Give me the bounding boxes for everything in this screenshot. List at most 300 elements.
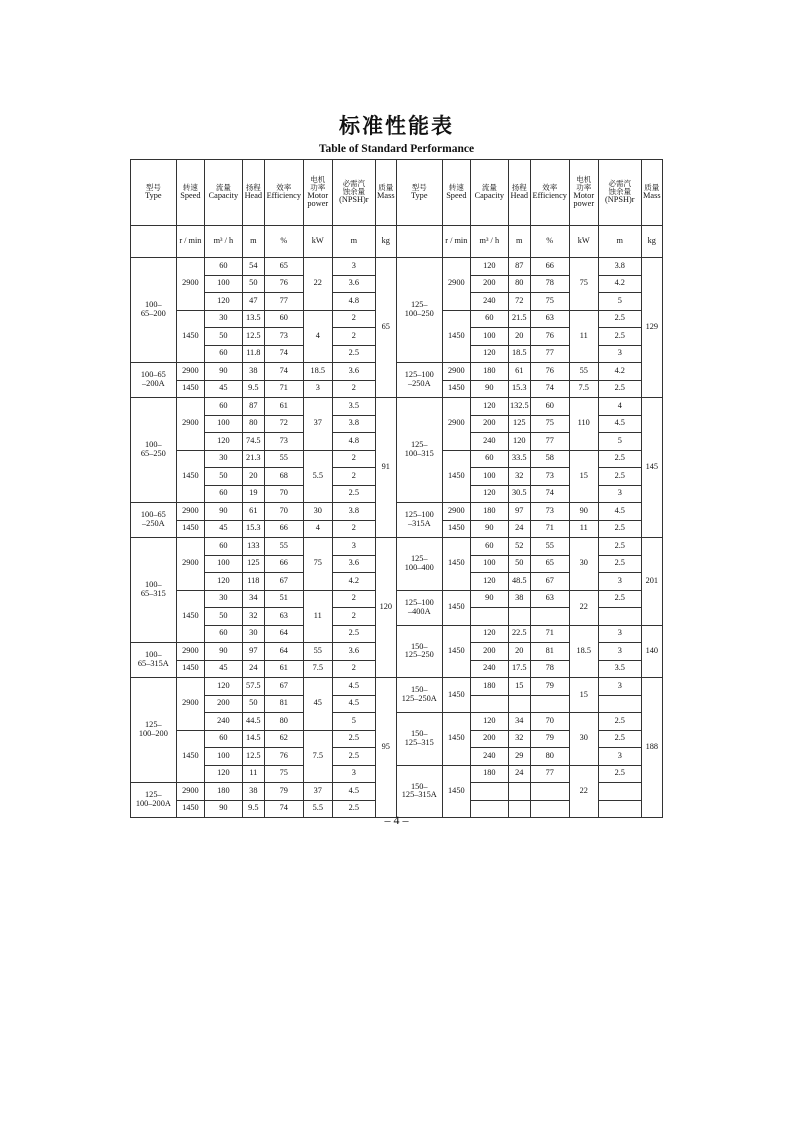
header-type: 型号 Type <box>396 160 442 226</box>
efficiency-cell: 67 <box>530 573 569 591</box>
capacity-cell: 90 <box>205 643 243 661</box>
speed-cell: 2900 <box>176 363 204 381</box>
speed-cell: 1450 <box>442 625 470 678</box>
head-cell: 38 <box>242 363 264 381</box>
header-efficiency: 效率 Efficiency <box>530 160 569 226</box>
head-cell: 48.5 <box>508 573 530 591</box>
power-cell: 15 <box>569 678 598 713</box>
power-cell: 7.5 <box>303 730 332 783</box>
capacity-cell: 120 <box>205 433 243 451</box>
speed-cell: 2900 <box>176 678 204 731</box>
unit-cell: m <box>333 226 376 258</box>
capacity-cell: 240 <box>471 293 509 311</box>
speed-cell: 1450 <box>442 678 470 713</box>
mass-cell: 65 <box>375 258 396 398</box>
head-cell: 9.5 <box>242 800 264 818</box>
efficiency-cell: 73 <box>264 328 303 346</box>
power-cell: 75 <box>303 538 332 591</box>
npsh-cell: 4.8 <box>333 433 376 451</box>
head-cell: 12.5 <box>242 748 264 766</box>
capacity-cell: 60 <box>205 398 243 416</box>
npsh-cell: 3 <box>598 345 641 363</box>
capacity-cell: 90 <box>205 503 243 521</box>
head-cell: 20 <box>508 643 530 661</box>
npsh-cell: 3.5 <box>598 660 641 678</box>
npsh-cell: 3 <box>598 625 641 643</box>
capacity-cell: 200 <box>471 730 509 748</box>
mass-cell: 120 <box>375 538 396 678</box>
npsh-cell: 2.5 <box>333 748 376 766</box>
page-subtitle: Table of Standard Performance <box>318 143 475 155</box>
npsh-cell: 2.5 <box>333 345 376 363</box>
head-cell: 54 <box>242 258 264 276</box>
capacity-cell: 60 <box>471 538 509 556</box>
head-cell: 34 <box>242 590 264 608</box>
unit-cell: m <box>508 226 530 258</box>
npsh-cell: 3.8 <box>333 415 376 433</box>
efficiency-cell: 76 <box>530 363 569 381</box>
unit-cell: m <box>598 226 641 258</box>
npsh-cell: 2 <box>333 328 376 346</box>
speed-cell: 1450 <box>442 765 470 818</box>
npsh-cell <box>598 783 641 801</box>
capacity-cell: 240 <box>471 433 509 451</box>
pump-type: 125–100 –315A <box>396 503 442 538</box>
power-cell: 15 <box>569 450 598 503</box>
power-cell: 11 <box>303 590 332 643</box>
capacity-cell: 240 <box>205 713 243 731</box>
head-cell: 50 <box>242 695 264 713</box>
efficiency-cell: 77 <box>264 293 303 311</box>
header-head: 扬程 Head <box>242 160 264 226</box>
power-cell: 30 <box>569 538 598 591</box>
efficiency-cell: 76 <box>530 328 569 346</box>
head-cell: 15.3 <box>508 380 530 398</box>
unit-cell: % <box>530 226 569 258</box>
efficiency-cell: 74 <box>530 485 569 503</box>
capacity-cell: 100 <box>471 555 509 573</box>
pump-type: 100– 65–250 <box>131 398 177 503</box>
capacity-cell: 90 <box>205 800 243 818</box>
mass-cell: 145 <box>641 398 662 538</box>
npsh-cell: 2 <box>333 380 376 398</box>
header-head: 扬程 Head <box>508 160 530 226</box>
head-cell: 52 <box>508 538 530 556</box>
npsh-cell: 3 <box>333 538 376 556</box>
efficiency-cell: 66 <box>264 520 303 538</box>
capacity-cell: 240 <box>471 660 509 678</box>
npsh-cell: 4.5 <box>333 783 376 801</box>
power-cell: 37 <box>303 398 332 451</box>
efficiency-cell: 55 <box>264 538 303 556</box>
efficiency-cell: 77 <box>530 765 569 783</box>
npsh-cell: 3.6 <box>333 363 376 381</box>
efficiency-cell: 79 <box>530 678 569 696</box>
head-cell: 34 <box>508 713 530 731</box>
capacity-cell: 120 <box>471 625 509 643</box>
capacity-cell: 120 <box>205 573 243 591</box>
capacity-cell: 60 <box>205 485 243 503</box>
mass-cell: 188 <box>641 678 662 818</box>
efficiency-cell: 51 <box>264 590 303 608</box>
head-cell <box>508 783 530 801</box>
efficiency-cell: 74 <box>264 345 303 363</box>
capacity-cell <box>471 695 509 713</box>
power-cell: 7.5 <box>569 380 598 398</box>
npsh-cell: 2 <box>333 450 376 468</box>
power-cell: 45 <box>303 678 332 731</box>
capacity-cell: 200 <box>471 643 509 661</box>
npsh-cell: 4.2 <box>598 275 641 293</box>
npsh-cell: 2 <box>333 468 376 486</box>
power-cell: 18.5 <box>569 625 598 678</box>
efficiency-cell: 61 <box>264 398 303 416</box>
head-cell: 87 <box>242 398 264 416</box>
npsh-cell: 4.5 <box>333 695 376 713</box>
capacity-cell: 60 <box>205 538 243 556</box>
efficiency-cell: 63 <box>264 608 303 626</box>
head-cell: 87 <box>508 258 530 276</box>
power-cell: 11 <box>569 310 598 363</box>
head-cell: 17.5 <box>508 660 530 678</box>
capacity-cell: 100 <box>205 415 243 433</box>
page-number: – 4 – <box>384 813 409 827</box>
head-cell: 32 <box>242 608 264 626</box>
npsh-cell: 3 <box>333 765 376 783</box>
npsh-cell: 4.5 <box>333 678 376 696</box>
unit-type <box>131 226 177 258</box>
efficiency-cell: 73 <box>530 503 569 521</box>
capacity-cell: 180 <box>471 363 509 381</box>
header-speed: 转速 Speed <box>442 160 470 226</box>
efficiency-cell: 67 <box>264 678 303 696</box>
efficiency-cell: 72 <box>264 415 303 433</box>
head-cell: 97 <box>508 503 530 521</box>
capacity-cell: 180 <box>471 503 509 521</box>
efficiency-cell: 79 <box>530 730 569 748</box>
speed-cell: 2900 <box>442 258 470 311</box>
efficiency-cell: 70 <box>264 503 303 521</box>
head-cell: 97 <box>242 643 264 661</box>
efficiency-cell <box>530 695 569 713</box>
npsh-cell: 3 <box>598 678 641 696</box>
capacity-cell: 120 <box>205 765 243 783</box>
pump-type: 100–65 –200A <box>131 363 177 398</box>
unit-cell: r / min <box>176 226 204 258</box>
unit-cell: m³ / h <box>471 226 509 258</box>
pump-type: 125– 100–400 <box>396 538 442 591</box>
head-cell: 30 <box>242 625 264 643</box>
pump-type: 100– 65–315A <box>131 643 177 678</box>
head-cell: 38 <box>242 783 264 801</box>
header-efficiency: 效率 Efficiency <box>264 160 303 226</box>
npsh-cell: 3.6 <box>333 643 376 661</box>
npsh-cell: 3.6 <box>333 555 376 573</box>
pump-type: 100– 65–200 <box>131 258 177 363</box>
head-cell: 19 <box>242 485 264 503</box>
header-speed: 转速 Speed <box>176 160 204 226</box>
efficiency-cell: 63 <box>530 590 569 608</box>
power-cell: 110 <box>569 398 598 451</box>
head-cell: 32 <box>508 730 530 748</box>
npsh-cell: 3 <box>598 485 641 503</box>
unit-cell: kg <box>375 226 396 258</box>
efficiency-cell: 73 <box>264 433 303 451</box>
capacity-cell: 120 <box>205 293 243 311</box>
capacity-cell <box>471 608 509 626</box>
capacity-cell: 180 <box>471 678 509 696</box>
efficiency-cell: 58 <box>530 450 569 468</box>
pump-type: 150– 125–250 <box>396 625 442 678</box>
efficiency-cell: 80 <box>530 748 569 766</box>
pump-type: 100–65 –250A <box>131 503 177 538</box>
capacity-cell: 100 <box>205 748 243 766</box>
header-npsh: 必需汽 蚀余量 (NPSH)r <box>598 160 641 226</box>
efficiency-cell: 66 <box>264 555 303 573</box>
npsh-cell: 4.5 <box>598 503 641 521</box>
head-cell: 14.5 <box>242 730 264 748</box>
pump-type: 125–100 –250A <box>396 363 442 398</box>
npsh-cell <box>598 608 641 626</box>
capacity-cell: 60 <box>205 625 243 643</box>
performance-table <box>130 159 663 818</box>
capacity-cell: 100 <box>471 468 509 486</box>
efficiency-cell: 78 <box>530 660 569 678</box>
head-cell: 21.3 <box>242 450 264 468</box>
power-cell: 75 <box>569 258 598 311</box>
efficiency-cell: 71 <box>530 520 569 538</box>
efficiency-cell <box>530 783 569 801</box>
unit-cell: kW <box>303 226 332 258</box>
head-cell: 12.5 <box>242 328 264 346</box>
head-cell: 132.5 <box>508 398 530 416</box>
speed-cell: 1450 <box>442 380 470 398</box>
efficiency-cell: 81 <box>264 695 303 713</box>
npsh-cell: 2.5 <box>598 468 641 486</box>
capacity-cell <box>471 783 509 801</box>
header-type: 型号 Type <box>131 160 177 226</box>
speed-cell: 2900 <box>176 783 204 801</box>
efficiency-cell: 71 <box>264 380 303 398</box>
capacity-cell: 90 <box>205 363 243 381</box>
npsh-cell: 4.8 <box>333 293 376 311</box>
efficiency-cell: 70 <box>530 713 569 731</box>
speed-cell: 2900 <box>442 503 470 521</box>
npsh-cell <box>598 695 641 713</box>
capacity-cell: 120 <box>471 258 509 276</box>
power-cell: 22 <box>569 590 598 625</box>
npsh-cell: 2 <box>333 608 376 626</box>
head-cell: 20 <box>508 328 530 346</box>
capacity-cell: 30 <box>205 310 243 328</box>
speed-cell: 2900 <box>176 398 204 451</box>
head-cell: 133 <box>242 538 264 556</box>
capacity-cell: 200 <box>471 415 509 433</box>
efficiency-cell: 76 <box>264 275 303 293</box>
capacity-cell: 60 <box>205 345 243 363</box>
head-cell <box>508 608 530 626</box>
efficiency-cell: 75 <box>264 765 303 783</box>
head-cell: 61 <box>508 363 530 381</box>
efficiency-cell: 63 <box>530 310 569 328</box>
capacity-cell: 45 <box>205 520 243 538</box>
table-row <box>131 678 663 696</box>
npsh-cell: 3 <box>333 258 376 276</box>
npsh-cell: 3.6 <box>333 275 376 293</box>
efficiency-cell: 68 <box>264 468 303 486</box>
unit-cell: % <box>264 226 303 258</box>
npsh-cell: 4.2 <box>333 573 376 591</box>
head-cell: 80 <box>242 415 264 433</box>
capacity-cell: 50 <box>205 608 243 626</box>
unit-type <box>396 226 442 258</box>
power-cell: 90 <box>569 503 598 521</box>
power-cell: 5.5 <box>303 800 332 818</box>
head-cell: 38 <box>508 590 530 608</box>
header-capacity: 流量 Capacity <box>471 160 509 226</box>
pump-type: 100– 65–315 <box>131 538 177 643</box>
speed-cell: 2900 <box>176 643 204 661</box>
efficiency-cell: 74 <box>264 800 303 818</box>
capacity-cell: 120 <box>471 345 509 363</box>
speed-cell: 1450 <box>442 538 470 591</box>
npsh-cell: 2.5 <box>333 625 376 643</box>
efficiency-cell: 67 <box>264 573 303 591</box>
head-cell: 15 <box>508 678 530 696</box>
npsh-cell: 3 <box>598 573 641 591</box>
capacity-cell: 200 <box>205 695 243 713</box>
speed-cell: 1450 <box>176 520 204 538</box>
capacity-cell: 100 <box>205 275 243 293</box>
npsh-cell: 2.5 <box>598 713 641 731</box>
npsh-cell: 2.5 <box>598 765 641 783</box>
npsh-cell: 2.5 <box>598 380 641 398</box>
power-cell: 55 <box>569 363 598 381</box>
efficiency-cell: 74 <box>530 380 569 398</box>
table-row <box>131 590 663 608</box>
speed-cell: 1450 <box>442 450 470 503</box>
npsh-cell: 2.5 <box>598 520 641 538</box>
power-cell: 30 <box>303 503 332 521</box>
head-cell: 74.5 <box>242 433 264 451</box>
unit-cell: m³ / h <box>205 226 243 258</box>
efficiency-cell: 79 <box>264 783 303 801</box>
capacity-cell: 50 <box>205 468 243 486</box>
speed-cell: 1450 <box>442 310 470 363</box>
npsh-cell: 2.5 <box>598 730 641 748</box>
capacity-cell: 100 <box>205 555 243 573</box>
unit-cell: r / min <box>442 226 470 258</box>
power-cell: 37 <box>303 783 332 801</box>
power-cell: 7.5 <box>303 660 332 678</box>
head-cell <box>508 695 530 713</box>
npsh-cell: 2.5 <box>333 800 376 818</box>
head-cell: 20 <box>242 468 264 486</box>
head-cell: 15.3 <box>242 520 264 538</box>
pump-type: 150– 125–315A <box>396 765 442 818</box>
capacity-cell: 120 <box>471 573 509 591</box>
table-row <box>131 363 663 381</box>
speed-cell: 1450 <box>442 590 470 625</box>
speed-cell: 1450 <box>442 713 470 766</box>
speed-cell: 2900 <box>442 363 470 381</box>
efficiency-cell: 77 <box>530 345 569 363</box>
header-mass: 质量 Mass <box>375 160 396 226</box>
capacity-cell: 90 <box>471 380 509 398</box>
speed-cell: 2900 <box>176 503 204 521</box>
efficiency-cell: 62 <box>264 730 303 748</box>
capacity-cell: 30 <box>205 590 243 608</box>
head-cell: 24 <box>508 520 530 538</box>
efficiency-cell: 65 <box>530 555 569 573</box>
speed-cell: 2900 <box>176 538 204 591</box>
npsh-cell: 2.5 <box>598 538 641 556</box>
npsh-cell: 5 <box>598 293 641 311</box>
head-cell: 30.5 <box>508 485 530 503</box>
unit-cell: kg <box>641 226 662 258</box>
capacity-cell: 240 <box>471 748 509 766</box>
head-cell: 11.8 <box>242 345 264 363</box>
npsh-cell: 2 <box>333 590 376 608</box>
head-cell: 47 <box>242 293 264 311</box>
speed-cell: 1450 <box>442 520 470 538</box>
npsh-cell: 2.5 <box>598 328 641 346</box>
speed-cell: 1450 <box>176 590 204 643</box>
capacity-cell: 60 <box>205 730 243 748</box>
head-cell: 11 <box>242 765 264 783</box>
efficiency-cell: 75 <box>530 415 569 433</box>
efficiency-cell <box>530 608 569 626</box>
head-cell: 125 <box>508 415 530 433</box>
head-cell: 44.5 <box>242 713 264 731</box>
head-cell: 125 <box>242 555 264 573</box>
npsh-cell: 3 <box>598 643 641 661</box>
power-cell: 5.5 <box>303 450 332 503</box>
head-cell: 29 <box>508 748 530 766</box>
efficiency-cell: 55 <box>530 538 569 556</box>
head-cell: 33.5 <box>508 450 530 468</box>
efficiency-cell: 64 <box>264 625 303 643</box>
power-cell: 4 <box>303 310 332 363</box>
capacity-cell: 60 <box>205 258 243 276</box>
capacity-cell: 180 <box>471 765 509 783</box>
pump-type: 125– 100–250 <box>396 258 442 363</box>
header-capacity: 流量 Capacity <box>205 160 243 226</box>
speed-cell: 1450 <box>176 450 204 503</box>
head-cell: 57.5 <box>242 678 264 696</box>
efficiency-cell: 77 <box>530 433 569 451</box>
capacity-cell: 30 <box>205 450 243 468</box>
power-cell: 22 <box>303 258 332 311</box>
efficiency-cell: 74 <box>264 363 303 381</box>
capacity-cell: 120 <box>471 398 509 416</box>
power-cell: 55 <box>303 643 332 661</box>
npsh-cell: 4.5 <box>598 415 641 433</box>
head-cell: 32 <box>508 468 530 486</box>
header-mass: 质量 Mass <box>641 160 662 226</box>
head-cell: 118 <box>242 573 264 591</box>
capacity-cell: 60 <box>471 450 509 468</box>
npsh-cell: 2.5 <box>333 730 376 748</box>
table-row <box>131 503 663 521</box>
capacity-cell: 45 <box>205 380 243 398</box>
speed-cell: 1450 <box>176 800 204 818</box>
pump-type: 125–100 –400A <box>396 590 442 625</box>
capacity-cell: 180 <box>205 783 243 801</box>
power-cell: 11 <box>569 520 598 538</box>
mass-cell: 95 <box>375 678 396 818</box>
npsh-cell: 3.8 <box>598 258 641 276</box>
